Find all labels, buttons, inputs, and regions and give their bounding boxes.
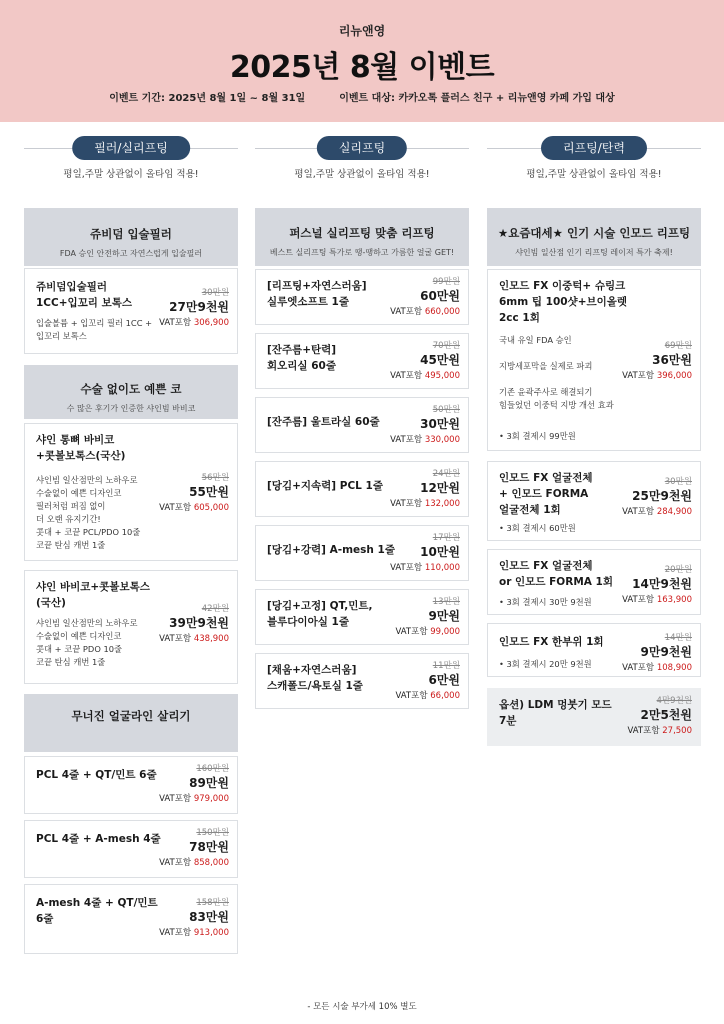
sale-price: 27만9천원 <box>169 300 229 314</box>
vat-amount: 605,000 <box>193 503 229 513</box>
treatment-name: [당김+지속력] PCL 1줄 <box>267 480 383 492</box>
treatment-name: [잔주름] 울트라실 60줄 <box>267 416 380 428</box>
original-price: 42만원 <box>201 604 229 614</box>
treatment-item[interactable] <box>255 397 469 453</box>
price-block <box>390 276 460 319</box>
column-thread-lifting <box>255 136 469 701</box>
vat-amount: 438,900 <box>193 634 229 644</box>
sale-price: 6만원 <box>428 673 460 687</box>
original-price: 14만원 <box>664 633 692 643</box>
sale-price: 9만원 <box>428 609 460 623</box>
column-note: 평일,주말 상관없이 올타임 적용! <box>63 169 199 180</box>
column-header <box>255 136 469 160</box>
package-discount-note: • 3회 결제시 20만 9천원 <box>499 659 592 669</box>
vat-price: VAT포함 132,000 <box>390 499 460 509</box>
vat-price: VAT포함 913,000 <box>159 928 229 938</box>
column-title-pill: 필러/실리프팅 <box>72 136 190 160</box>
price-block <box>159 827 229 870</box>
vat-price: VAT포함 330,000 <box>390 435 460 445</box>
category-subtitle: 베스트 실리프팅 특가로 땡-땡하고 가름한 얼굴 GET! <box>269 248 455 257</box>
vat-price: VAT포함 99,000 <box>395 627 460 637</box>
column-lifting-elasticity <box>487 136 701 736</box>
price-block <box>159 287 229 330</box>
original-price: 99만원 <box>432 277 460 287</box>
column-title-pill: 리프팅/탄력 <box>541 136 647 160</box>
sale-price: 36만원 <box>652 353 692 367</box>
original-price: 50만원 <box>432 405 460 415</box>
column-header <box>487 136 701 160</box>
price-block <box>396 596 461 639</box>
vat-price: VAT포함 306,900 <box>159 318 229 328</box>
treatment-name: 쥬비덤입술필러 1CC+입꼬리 보톡스 <box>36 281 133 309</box>
price-block <box>390 340 460 383</box>
sale-price: 83만원 <box>189 910 229 924</box>
price-block <box>622 340 692 383</box>
price-block <box>396 660 461 703</box>
treatment-name: [당김+고정] QT,민트, 블루다이아실 1줄 <box>267 600 373 628</box>
original-price: 160만원 <box>196 764 229 774</box>
vat-amount: 132,000 <box>424 499 460 509</box>
treatment-item[interactable] <box>487 623 701 677</box>
vat-price: VAT포함 396,000 <box>622 371 692 381</box>
event-header <box>0 0 724 122</box>
package-discount-note: • 3회 결제시 60만원 <box>499 523 576 533</box>
sale-price: 60만원 <box>420 289 460 303</box>
vat-amount: 660,000 <box>424 307 460 317</box>
package-discount-note: • 3회 결제시 30만 9천원 <box>499 597 592 607</box>
vat-amount: 99,000 <box>430 627 460 637</box>
category-header <box>24 208 238 266</box>
treatment-item[interactable] <box>487 688 701 746</box>
sale-price: 25만9천원 <box>632 489 692 503</box>
treatment-item[interactable] <box>24 268 238 354</box>
vat-price: VAT포함 858,000 <box>159 858 229 868</box>
treatment-name: [리프팅+자연스러움] 실루엣소프트 1줄 <box>267 280 367 308</box>
treatment-item[interactable] <box>487 269 701 451</box>
vat-price: VAT포함 284,900 <box>622 507 692 517</box>
treatment-item[interactable] <box>487 461 701 541</box>
event-meta <box>0 89 724 104</box>
vat-price: VAT포함 660,000 <box>390 307 460 317</box>
category-subtitle: 샤인빔 일산점 인기 리프팅 레이저 특가 축제! <box>515 248 673 257</box>
column-title-pill: 실리프팅 <box>317 136 407 160</box>
category-title: ★요즘대세★ 인기 시술 인모드 리프팅 <box>497 226 691 240</box>
sale-price: 12만원 <box>420 481 460 495</box>
treatment-description: 샤인빔 일산점만의 노하우로 수술없이 예쁜 디자인코 필러처럼 퍼짐 없이 더 오랜 유지기간! 콧대 + 코끝 PCL/PDO 10줄 코끝 탄심 캐번 1줄 <box>36 475 141 550</box>
treatment-name: A-mesh 4줄 + QT/민트 6줄 <box>36 897 158 925</box>
vat-amount: 163,900 <box>656 595 692 605</box>
price-block <box>159 603 229 646</box>
category-subtitle: 수 많은 후기가 인증한 샤인빔 바비코 <box>66 404 196 413</box>
vat-price: VAT포함 110,000 <box>390 563 460 573</box>
vat-price: VAT포함 605,000 <box>159 503 229 513</box>
sale-price: 10만원 <box>420 545 460 559</box>
treatment-item[interactable] <box>255 269 469 325</box>
original-price: 150만원 <box>196 828 229 838</box>
category-header <box>24 694 238 752</box>
original-price: 11만원 <box>432 661 460 671</box>
vat-amount: 913,000 <box>193 928 229 938</box>
vat-amount: 306,900 <box>193 318 229 328</box>
column-note: 평일,주말 상관없이 올타임 적용! <box>294 169 430 180</box>
vat-amount: 330,000 <box>424 435 460 445</box>
original-price: 4만9천원 <box>656 696 692 706</box>
page-title: 2025년 8월 이벤트 <box>229 50 495 85</box>
treatment-item[interactable] <box>255 333 469 389</box>
price-block <box>159 472 229 515</box>
category-header <box>487 208 701 266</box>
category-title: 퍼스널 실리프팅 맞춤 리프팅 <box>289 226 435 240</box>
vat-price: VAT포함 27,500 <box>627 726 692 736</box>
column-filler-thread <box>24 136 238 938</box>
vat-price: VAT포함 438,900 <box>159 634 229 644</box>
vat-amount: 495,000 <box>424 371 460 381</box>
vat-amount: 110,000 <box>424 563 460 573</box>
treatment-name: 샤인 통뼈 바비코 +콧볼보톡스(국산) <box>36 434 126 462</box>
original-price: 24만원 <box>432 469 460 479</box>
package-discount-note: • 3회 결제시 99만원 <box>499 431 576 441</box>
original-price: 70만원 <box>432 341 460 351</box>
sale-price: 9만9천원 <box>640 645 692 659</box>
treatment-name: PCL 4줄 + A-mesh 4줄 <box>36 833 161 845</box>
sale-price: 30만원 <box>420 417 460 431</box>
treatment-item[interactable] <box>255 525 469 581</box>
treatment-name: PCL 4줄 + QT/민트 6줄 <box>36 769 157 781</box>
treatment-item[interactable] <box>24 570 238 684</box>
sale-price: 39만9천원 <box>169 616 229 630</box>
treatment-item[interactable] <box>255 461 469 517</box>
column-header <box>24 136 238 160</box>
treatment-item[interactable] <box>24 820 238 878</box>
price-block <box>159 897 229 940</box>
vat-amount: 396,000 <box>656 371 692 381</box>
price-block <box>622 476 692 519</box>
price-block <box>390 404 460 447</box>
sale-price: 14만9천원 <box>632 577 692 591</box>
vat-amount: 979,000 <box>193 794 229 804</box>
treatment-name: 인모드 FX 얼굴전체 or 인모드 FORMA 1회 <box>499 560 613 588</box>
original-price: 69만원 <box>664 341 692 351</box>
treatment-description: 국내 유일 FDA 승인 지방세포막을 실제로 파괴 기존 윤곽주사로 해결되기 힘들었던 이중턱 지방 개선 효과 <box>499 335 614 410</box>
treatment-description: 샤인빔 일산점만의 노하우로 수술없이 예쁜 디자인코 콧대 + 코끝 PDO 10줄 코끝 탄심 캐번 1줄 <box>36 618 138 667</box>
category-title: 무너진 얼굴라인 살리기 <box>71 709 191 723</box>
vat-amount: 27,500 <box>662 726 692 736</box>
category-title: 수술 없이도 예쁜 코 <box>80 382 182 396</box>
price-block <box>390 532 460 575</box>
treatment-name: [당김+강력] A-mesh 1줄 <box>267 544 395 556</box>
treatment-description: 입술볼륨 + 입꼬리 필러 1CC + 입꼬리 보톡스 <box>36 318 153 341</box>
treatment-name: [잔주름+탄력] 회오리실 60줄 <box>267 344 337 372</box>
treatment-name: [채움+자연스러움] 스캐폴드/욕토실 1줄 <box>267 664 363 692</box>
vat-footnote: - 모든 시술 부가세 10% 별도 <box>307 1002 417 1012</box>
original-price: 13만원 <box>432 597 460 607</box>
original-price: 30만원 <box>664 477 692 487</box>
original-price: 20만원 <box>664 565 692 575</box>
sale-price: 2만5천원 <box>640 708 692 722</box>
vat-price: VAT포함 108,900 <box>622 663 692 673</box>
treatment-item[interactable] <box>24 884 238 954</box>
price-block <box>622 632 692 675</box>
category-title: 쥬비덤 입술필러 <box>90 227 172 241</box>
treatment-item[interactable] <box>24 756 238 814</box>
vat-amount: 858,000 <box>193 858 229 868</box>
vat-price: VAT포함 66,000 <box>395 691 460 701</box>
price-block <box>628 695 693 738</box>
category-header <box>24 365 238 419</box>
vat-amount: 108,900 <box>656 663 692 673</box>
treatment-item[interactable] <box>487 549 701 615</box>
original-price: 17만원 <box>432 533 460 543</box>
column-note: 평일,주말 상관없이 올타임 적용! <box>526 169 662 180</box>
treatment-name: 인모드 FX 얼굴전체 + 인모드 FORMA 얼굴전체 1회 <box>499 472 593 516</box>
price-block <box>159 763 229 806</box>
price-block <box>622 564 692 607</box>
event-target: 이벤트 대상: 카카오톡 플러스 친구 + 리뉴앤영 카페 가입 대상 <box>339 93 615 104</box>
sale-price: 55만원 <box>189 485 229 499</box>
treatment-item[interactable] <box>24 423 238 561</box>
original-price: 56만원 <box>201 473 229 483</box>
treatment-item[interactable] <box>255 589 469 645</box>
sale-price: 45만원 <box>420 353 460 367</box>
vat-price: VAT포함 495,000 <box>390 371 460 381</box>
category-header <box>255 208 469 266</box>
event-period: 이벤트 기간: 2025년 8월 1일 ~ 8월 31일 <box>109 93 306 104</box>
treatment-item[interactable] <box>255 653 469 709</box>
original-price: 30만원 <box>201 288 229 298</box>
treatment-name: 옵션) LDM 멍붓기 모드 7분 <box>499 699 612 727</box>
original-price: 158만원 <box>196 898 229 908</box>
sale-price: 89만원 <box>189 776 229 790</box>
vat-amount: 284,900 <box>656 507 692 517</box>
treatment-name: 인모드 FX 한부위 1회 <box>499 636 604 648</box>
treatment-name: 샤인 바비코+콧볼보톡스 (국산) <box>36 581 150 609</box>
sale-price: 78만원 <box>189 840 229 854</box>
vat-price: VAT포함 163,900 <box>622 595 692 605</box>
vat-price: VAT포함 979,000 <box>159 794 229 804</box>
treatment-name: 인모드 FX 이중턱+ 슈링크 6mm 팁 100샷+브이올렛 2cc 1회 <box>499 280 628 324</box>
category-subtitle: FDA 승인 안전하고 자연스럽게 입술필러 <box>59 249 203 258</box>
clinic-brand: 리뉴앤영 <box>338 24 386 38</box>
vat-amount: 66,000 <box>430 691 460 701</box>
price-block <box>390 468 460 511</box>
